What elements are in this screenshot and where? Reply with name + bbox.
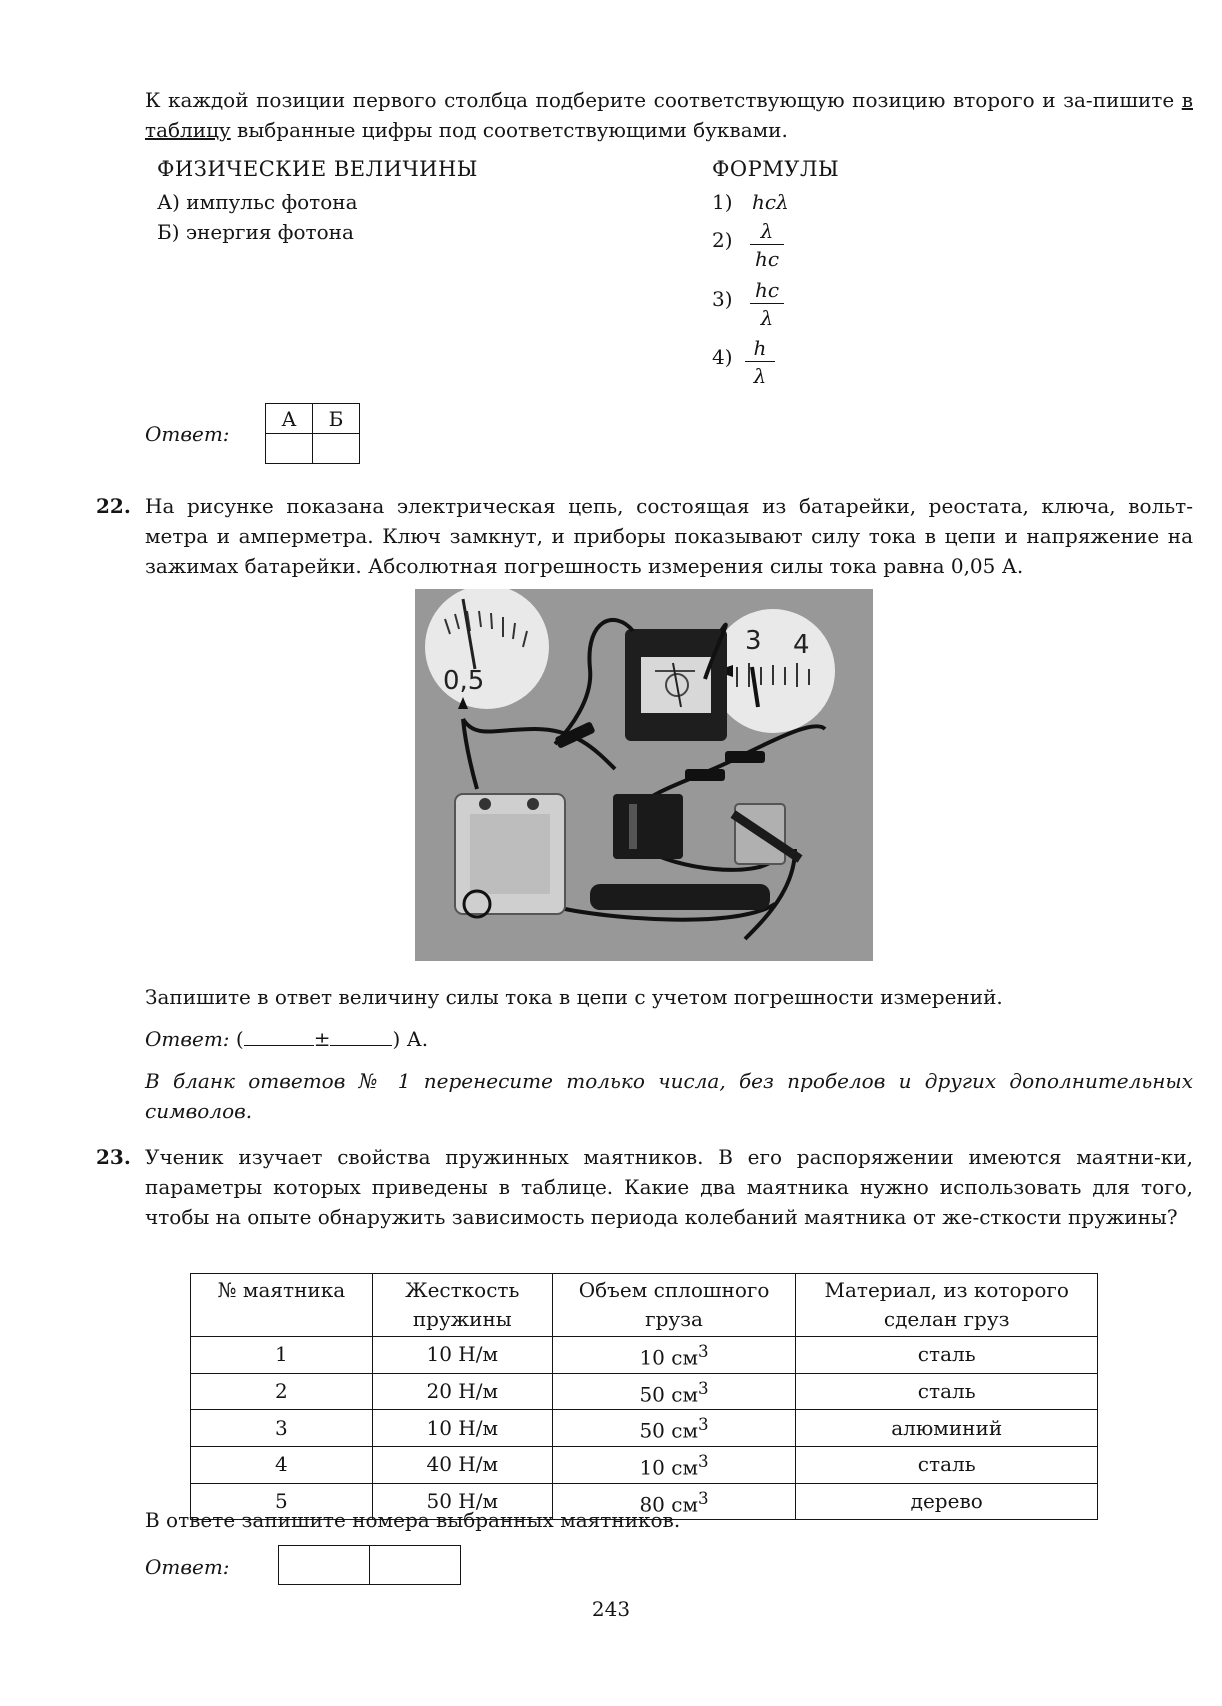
- voltmeter-label-4: 4: [793, 630, 810, 660]
- answer-23-cell-1[interactable]: [279, 1546, 370, 1585]
- question-23-number: 23.: [96, 1145, 131, 1169]
- answer-grid-header-b: Б: [313, 404, 360, 434]
- header-stiffness: Жесткость пружины: [372, 1274, 552, 1337]
- page-number: 243: [591, 1597, 631, 1621]
- answer-grid-header-a: А: [266, 404, 313, 434]
- answer-23-cell-2[interactable]: [370, 1546, 461, 1585]
- answer-grid-21: [265, 403, 360, 464]
- table-row: 2 20 Н/м 50 $см^3$ сталь: [191, 1373, 1098, 1410]
- question-23-instruction: В ответе запишите номера выбранных маятников.: [145, 1508, 681, 1532]
- physical-quantities-heading: ФИЗИЧЕСКИЕ ВЕЛИЧИНЫ: [157, 157, 478, 181]
- answer-grid-23: [278, 1545, 461, 1585]
- ammeter-reading-label: 0,5: [443, 666, 485, 696]
- intro-text: К каждой позиции первого столбца подберите соответствующую позицию второго и за-пишите в таблицу выбранные цифры под соответствующими буквами.: [145, 88, 1193, 142]
- table-row: 3 10 Н/м 50 $см^3$ алюминий: [191, 1410, 1098, 1447]
- formula-2: $\frac{\lambda}{hc}$: [750, 218, 784, 273]
- option-a: А) импульс фотона: [157, 190, 358, 214]
- answer-22-value-blank[interactable]: [244, 1025, 314, 1046]
- circuit-photo: [415, 589, 873, 961]
- question-22-instruction: Запишите в ответ величину силы тока в цепи с учетом погрешности измерений.: [145, 985, 1003, 1009]
- rheostat: [455, 794, 565, 917]
- pendulum-table: [190, 1273, 1098, 1520]
- table-row: 1 10 Н/м 10 $см^3$ сталь: [191, 1337, 1098, 1374]
- question-22-note: В бланк ответов № 1 перенесите только числа, без пробелов и других дополнительных символов.: [145, 1069, 1193, 1123]
- formula-1-number: 1): [712, 190, 733, 214]
- answer-cell-a[interactable]: [266, 434, 313, 464]
- pendulum-table-header-row: [191, 1274, 1098, 1337]
- header-pendulum-number: № маятника: [191, 1274, 373, 1337]
- formula-1: hcλ: [752, 190, 789, 214]
- formula-3-number: 3): [712, 287, 733, 311]
- answer-22-error-blank[interactable]: [330, 1025, 392, 1046]
- formulas-heading: ФОРМУЛЫ: [712, 157, 840, 181]
- answer-label-21: Ответ:: [145, 422, 230, 446]
- voltmeter-device: [625, 629, 727, 741]
- table-row: 5 50 Н/м 80 $см^3$ дерево: [191, 1483, 1098, 1520]
- table-row: 4 40 Н/м 10 $см^3$ сталь: [191, 1446, 1098, 1483]
- ammeter-scale-magnifier: [425, 589, 549, 709]
- question-22-number: 22.: [96, 494, 131, 518]
- answer-22: Ответ: ( ± ) А.: [145, 1027, 429, 1051]
- header-material: Материал, из которого сделан груз: [796, 1274, 1098, 1337]
- formula-4-number: 4): [712, 345, 733, 369]
- voltmeter-scale-magnifier: [711, 609, 835, 733]
- intro-underlined: в таблицу: [145, 88, 1193, 142]
- question-23-text: Ученик изучает свойства пружинных маятников. В его распоряжении имеются маятни-ки, параметры которых приведены в таблице. Какие два маятника нужно использовать для того, чтобы на опыте обнаружить зависимость периода колебаний маятника от же-сткости пружины?: [145, 1145, 1193, 1229]
- formula-2-number: 2): [712, 228, 733, 252]
- answer-cell-b[interactable]: [313, 434, 360, 464]
- question-22-text: На рисунке показана электрическая цепь, состоящая из батарейки, реостата, ключа, вольт-метра и амперметра. Ключ замкнут, и приборы показывают силу тока в цепи и напряжение на зажимах батарейки. Абсолютная погрешность измерения силы тока равна 0,05 А.: [145, 494, 1193, 578]
- voltmeter-label-3: 3: [745, 626, 762, 656]
- battery: [613, 794, 683, 859]
- resistor-bar: [590, 884, 770, 910]
- header-volume: Объем сплошного груза: [552, 1274, 796, 1337]
- option-b: Б) энергия фотона: [157, 220, 354, 244]
- answer-label-23: Ответ:: [145, 1555, 230, 1579]
- formula-4: $\frac{h}{\lambda}$: [745, 335, 775, 390]
- formula-3: $\frac{hc}{\lambda}$: [750, 277, 784, 332]
